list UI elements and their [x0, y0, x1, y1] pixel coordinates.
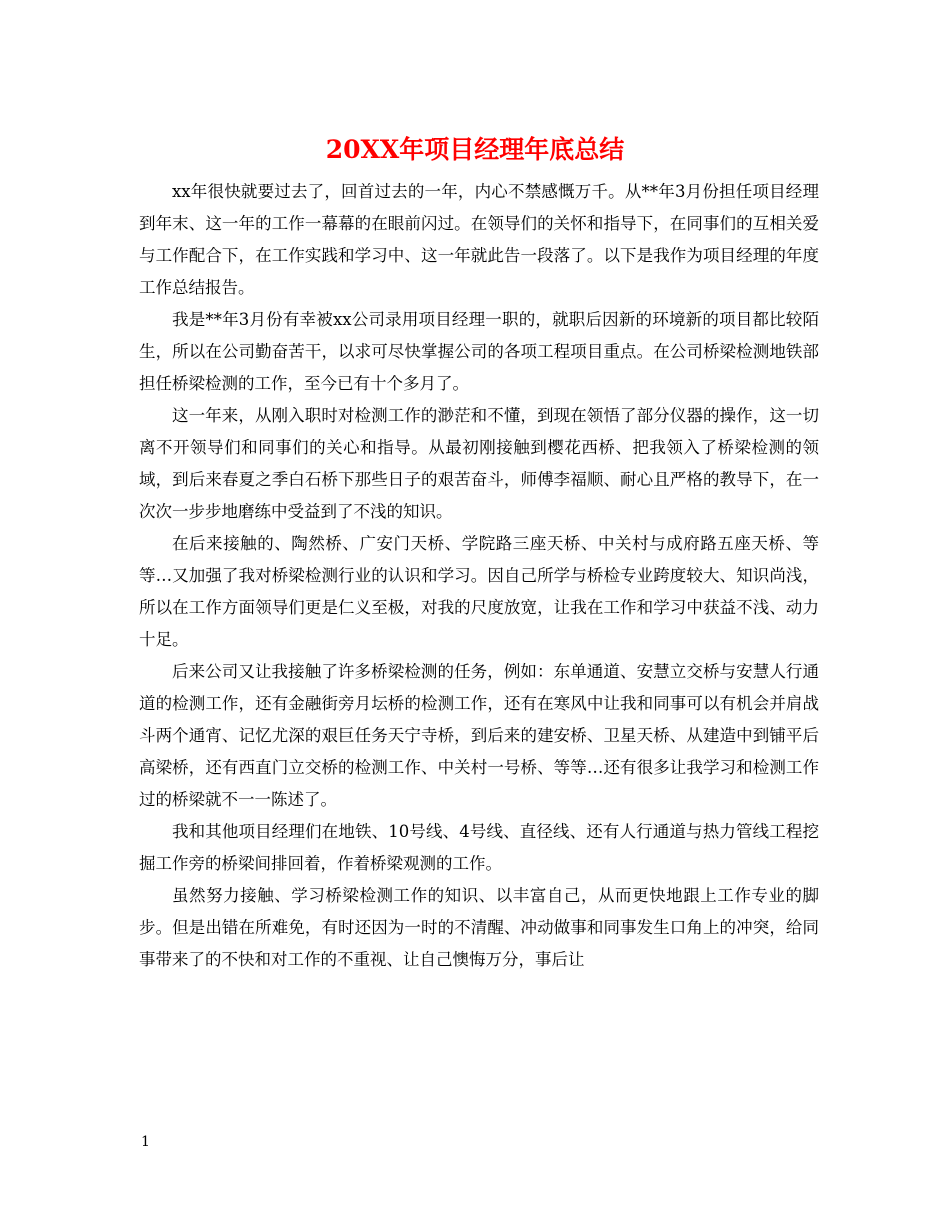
- paragraph: 我和其他项目经理们在地铁、10号线、4号线、直径线、还有人行通道与热力管线工程挖掘工作旁的桥梁间排回着，作着桥梁观测的工作。: [139, 822, 819, 873]
- document-title: 20XX年项目经理年底总结: [325, 135, 625, 164]
- paragraph: 在后来接触的、陶然桥、广安门天桥、学院路三座天桥、中关村与成府路五座天桥、等等…又加强了我对桥梁检测行业的认识和学习。因自己所学与桥检专业跨度较大、知识尚浅，所以在工作方面领导们更是仁义至极，对我的尺度放宽，让我在工作和学习中获益不浅、动力十足。: [139, 534, 819, 649]
- paragraph: 这一年来，从刚入职时对检测工作的渺茫和不懂，到现在领悟了部分仪器的操作，这一切离不开领导们和同事们的关心和指导。从最初刚接触到樱花西桥、把我领入了桥梁检测的领域，到后来春夏之季白石桥下那些日子的艰苦奋斗，师傅李福顺、耐心且严格的教导下，在一次次一步步地磨练中受益到了不浅的知识。: [139, 406, 819, 521]
- document-body: [139, 176, 819, 976]
- paragraph: 后来公司又让我接触了许多桥梁检测的任务，例如：东单通道、安慧立交桥与安慧人行通道的检测工作，还有金融街旁月坛桥的检测工作，还有在寒风中让我和同事可以有机会并肩战斗两个通宵、记忆尤深的艰巨任务天宁寺桥，到后来的建安桥、卫星天桥、从建造中到铺平后高梁桥，还有西直门立交桥的检测工作、中关村一号桥、等等…还有很多让我学习和检测工作过的桥梁就不一一陈述了。: [139, 662, 819, 809]
- paragraph: 我是**年3月份有幸被xx公司录用项目经理一职的，就职后因新的环境新的项目都比较陌生，所以在公司勤奋苦干，以求可尽快掌握公司的各项工程项目重点。在公司桥梁检测地铁部担任桥梁检测的工作，至今已有十个多月了。: [139, 310, 819, 393]
- paragraph: xx年很快就要过去了，回首过去的一年，内心不禁感慨万千。从**年3月份担任项目经理到年末、这一年的工作一幕幕的在眼前闪过。在领导们的关怀和指导下，在同事们的互相关爱与工作配合下，在工作实践和学习中、这一年就此告一段落了。以下是我作为项目经理的年度工作总结报告。: [139, 182, 819, 297]
- paragraph: 虽然努力接触、学习桥梁检测工作的知识、以丰富自己，从而更快地跟上工作专业的脚步。但是出错在所难免，有时还因为一时的不清醒、冲动做事和同事发生口角上的冲突，给同事带来了的不快和对工作的不重视、让自己懊悔万分，事后让: [139, 886, 819, 969]
- page-number: 1: [141, 1134, 150, 1150]
